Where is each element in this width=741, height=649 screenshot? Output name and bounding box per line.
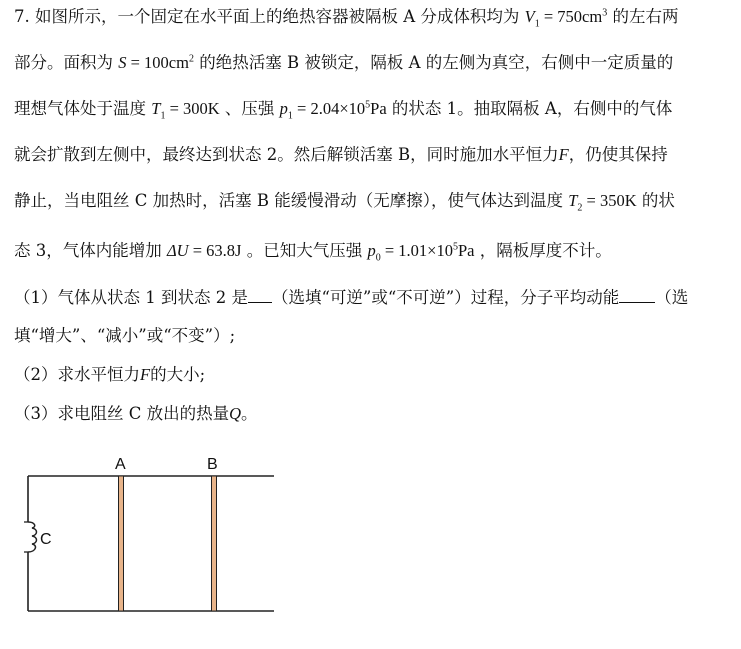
- symbol-q: Q: [229, 404, 242, 423]
- piston-b: [212, 476, 217, 611]
- subquestion-3: （3）求电阻丝 C 放出的热量Q。: [14, 404, 258, 423]
- symbol-t2: $T_2$: [568, 191, 583, 214]
- label-a: A: [115, 456, 126, 473]
- question-line-1: 7. 如图所示，一个固定在水平面上的绝热容器被隔板 A 分成体积均为 $V_1 = 750cm^3$ 的左右两: [14, 7, 679, 30]
- subquestion-1-line-2: 填“增大”、“减小”或“不变”）;: [14, 326, 236, 345]
- label-b: B: [207, 456, 218, 473]
- symbol-f: F: [558, 145, 569, 164]
- subquestion-1-line-1: （1）气体从状态 1 到状态 2 是 （选填“可逆”或“不可逆”）过程，分子平均动能 （选: [14, 288, 689, 307]
- heating-coil-icon: [28, 522, 37, 552]
- question-line-3: 理想气体处于温度 $T_1 = 300K$ 、压强 $p_1 = 2.04\times 10^5Pa$ 的状态 1。抽取隔板 A，右侧中的气体: [14, 99, 673, 122]
- question-number: 7.: [14, 7, 30, 26]
- subquestion-2: （2）求水平恒力F的大小;: [14, 365, 206, 384]
- symbol-t1: $T_1$: [151, 99, 166, 122]
- container-diagram: [0, 448, 300, 628]
- symbol-p0: $p_0$: [367, 241, 381, 264]
- symbol-s: S: [118, 53, 127, 72]
- question-line-4: 就会扩散到左侧中，最终达到状态 2。然后解锁活塞 B，同时施加水平恒力F，仍使其保持: [14, 145, 668, 164]
- symbol-delta-u: ΔU: [167, 241, 189, 260]
- answer-blank-2[interactable]: [619, 288, 655, 303]
- symbol-p1: $p_1$: [279, 99, 293, 122]
- partition-a: [119, 476, 124, 611]
- question-line-6: 态 3，气体内能增加 ΔU = 63.8J 。已知大气压强 $p_0 = 1.01\times 10^5Pa$ ，隔板厚度不计。: [14, 241, 612, 264]
- question-line-2: 部分。面积为 $S = 100cm^2$ 的绝热活塞 B 被锁定，隔板 A 的左侧为真空，右侧中一定质量的: [14, 53, 674, 72]
- question-line-5: 静止，当电阻丝 C 加热时，活塞 B 能缓慢滑动（无摩擦），使气体达到温度 $T_2 = 350K$ 的状: [14, 191, 675, 214]
- symbol-f: F: [140, 365, 151, 384]
- label-c: C: [40, 531, 52, 548]
- symbol-v1: $V_1$: [524, 7, 540, 30]
- answer-blank-1[interactable]: [248, 288, 272, 303]
